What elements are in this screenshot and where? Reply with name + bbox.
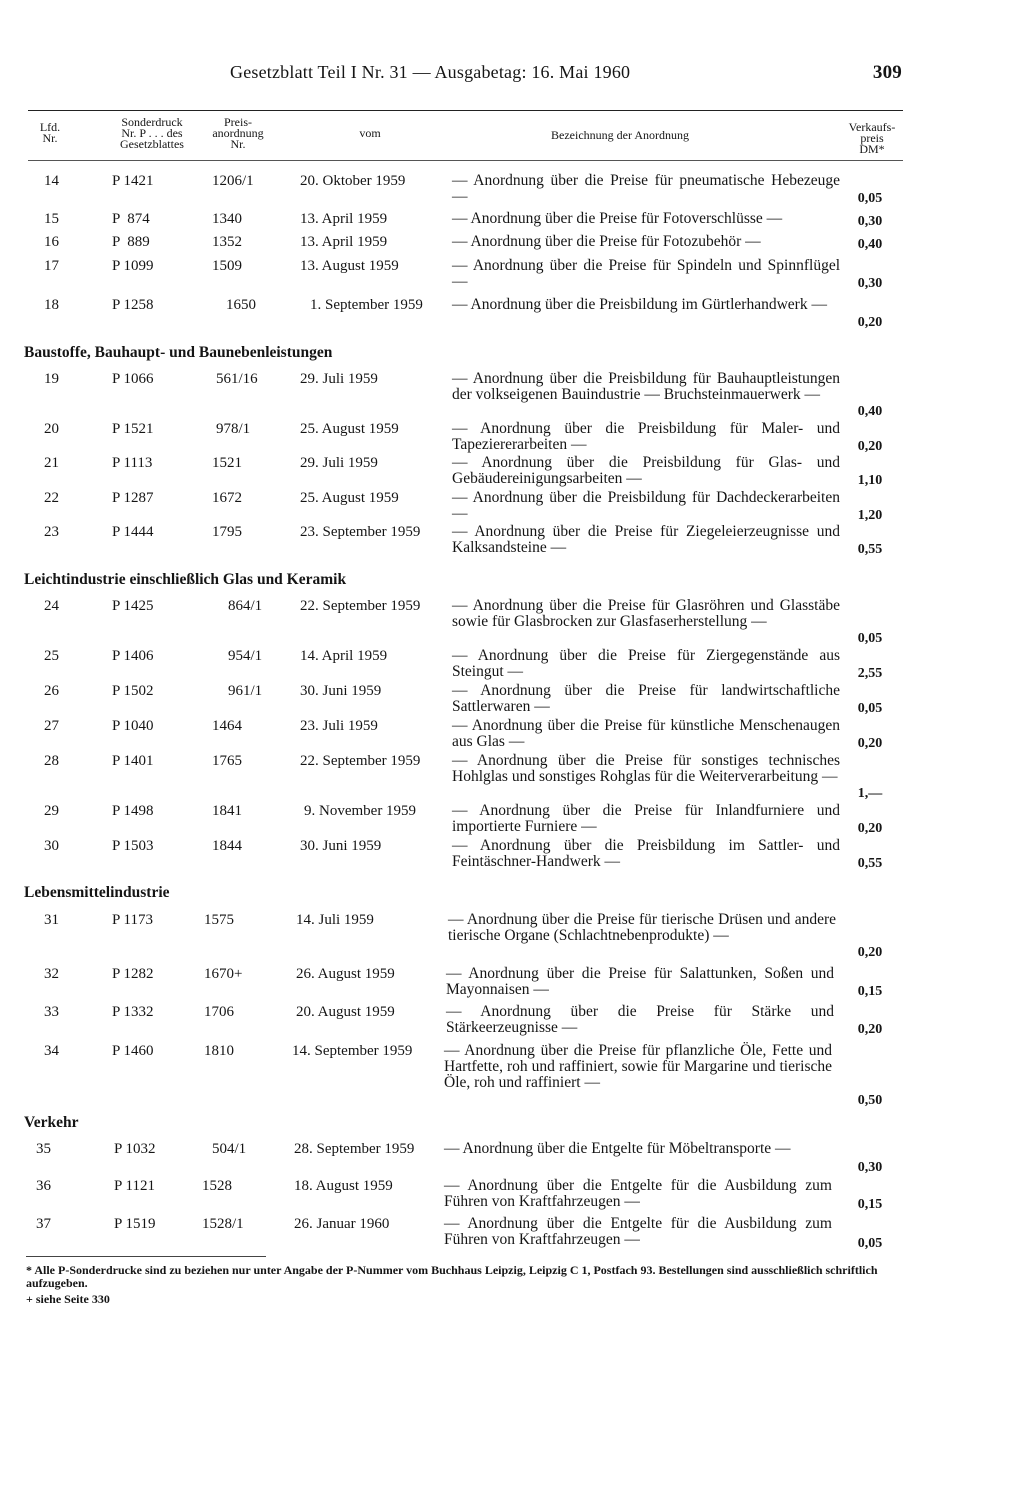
preisanordnung-nr: 1575	[204, 912, 234, 928]
row-date: 9. November 1959	[304, 803, 417, 819]
row-description: — Anordnung über die Preisbildung für Dachdeckerarbeiten —	[452, 489, 840, 522]
sonderdruck-nr: P 1282	[112, 966, 154, 982]
row-description: — Anordnung über die Preise für Salattunken, Soßen und Mayonnaisen —	[446, 965, 834, 998]
col-verkaufspreis	[836, 122, 908, 155]
row-description: — Anordnung über die Preise für Inlandfurniere und importierte Furniere —	[452, 802, 840, 835]
preisanordnung-nr: 561/16	[216, 371, 258, 387]
preisanordnung-nr: 864/1	[228, 598, 263, 614]
row-date: 20. August 1959	[296, 1004, 395, 1020]
preisanordnung-nr: 1528/1	[202, 1216, 244, 1232]
row-date: 13. April 1959	[300, 211, 388, 227]
row-price: 0,55	[857, 542, 883, 557]
page-header	[230, 62, 910, 92]
sonderdruck-nr: P 1519	[114, 1216, 156, 1232]
row-description: — Anordnung über die Preise für pflanzliche Öle, Fette und Hartfette, roh und raffiniert, sowie für Margarine und tierische Öle, roh und raffiniert —	[444, 1042, 832, 1091]
row-date: 28. September 1959	[294, 1141, 415, 1157]
row-date: 13. April 1959	[300, 234, 388, 250]
row-price: 1,10	[857, 473, 883, 488]
column-header-text: anordnung	[212, 126, 264, 140]
section-verkehr: Verkehr	[24, 1114, 79, 1131]
row-price: 0,55	[857, 856, 883, 871]
row-price: 0,30	[857, 214, 883, 229]
row-price: 0,20	[857, 945, 883, 960]
row-description: — Anordnung über die Preise für Fotoverschlüsse —	[452, 210, 783, 227]
row-price: 0,20	[857, 736, 883, 751]
preisanordnung-nr: 1670+	[204, 966, 243, 982]
row-number: 16	[44, 234, 59, 250]
row-date: 1. September 1959	[310, 297, 423, 313]
row-price: 0,40	[857, 404, 883, 419]
row-price: 0,20	[857, 821, 883, 836]
preisanordnung-nr: 1765	[212, 753, 242, 769]
row-description: — Anordnung über die Preise für tierische Drüsen und andere tierische Organe (Schlachtnebenprodukte) —	[448, 911, 836, 944]
row-description: — Anordnung über die Entgelte für die Ausbildung zum Führen von Kraftfahrzeugen —	[444, 1215, 832, 1248]
row-description: — Anordnung über die Preise für Ziergegenstände aus Steingut —	[452, 647, 840, 680]
sonderdruck-nr: P 1444	[112, 524, 154, 540]
row-date: 22. September 1959	[300, 598, 421, 614]
section-lebensmittel: Lebensmittelindustrie	[24, 884, 170, 901]
sonderdruck-nr: P 1460	[112, 1043, 154, 1059]
row-date: 25. August 1959	[300, 421, 399, 437]
sonderdruck-nr: P 1521	[112, 421, 154, 437]
row-price: 0,40	[857, 237, 883, 252]
column-header-text: vom	[359, 126, 381, 140]
row-date: 29. Juli 1959	[300, 371, 378, 387]
sonderdruck-nr: P 1173	[112, 912, 153, 928]
row-price: 0,05	[857, 631, 883, 646]
row-price: 0,05	[857, 1236, 883, 1251]
row-date: 26. Januar 1960	[294, 1216, 390, 1232]
row-price: 0,50	[857, 1093, 883, 1108]
row-number: 31	[44, 912, 59, 928]
preisanordnung-nr: 1509	[212, 258, 242, 274]
row-description: — Anordnung über die Preise für Stärke und Stärkeerzeugnisse —	[446, 1003, 834, 1036]
preisanordnung-nr: 1650	[226, 297, 256, 313]
row-description: — Anordnung über die Preise für Spindeln und Spinnflügel —	[452, 257, 840, 290]
row-description: — Anordnung über die Preisbildung für Maler- und Tapeziererarbeiten —	[452, 420, 840, 453]
column-header-text: Gesetzblattes	[120, 137, 184, 151]
row-number: 33	[44, 1004, 59, 1020]
column-header-text: Preis-	[224, 115, 252, 129]
preisanordnung-nr: 961/1	[228, 683, 263, 699]
row-price: 1,—	[857, 786, 883, 801]
row-description: — Anordnung über die Preise für pneumatische Hebezeuge —	[452, 172, 840, 205]
row-description: — Anordnung über die Preise für Glasröhren und Glasstäbe sowie für Glasbrocken zur Glasfaserherstellung —	[452, 597, 840, 630]
preisanordnung-nr: 1206/1	[212, 173, 254, 189]
preisanordnung-nr: 1844	[212, 838, 242, 854]
sonderdruck-nr: P 889	[112, 234, 150, 250]
row-number: 34	[44, 1043, 59, 1059]
row-date: 14. Juli 1959	[296, 912, 374, 928]
column-header-text: Lfd.	[39, 120, 61, 134]
preisanordnung-nr: 1810	[204, 1043, 234, 1059]
row-price: 0,05	[857, 191, 883, 206]
row-number: 19	[44, 371, 59, 387]
sonderdruck-nr: P 1040	[112, 718, 154, 734]
row-number: 17	[44, 258, 59, 274]
row-number: 20	[44, 421, 59, 437]
col-vom	[340, 128, 400, 139]
section-baustoffe: Baustoffe, Bauhaupt- und Baunebenleistungen	[24, 344, 333, 361]
column-header-text: Nr.	[230, 137, 246, 151]
row-number: 26	[44, 683, 59, 699]
row-price: 0,30	[857, 276, 883, 291]
row-number: 21	[44, 455, 59, 471]
row-description: — Anordnung über die Preisbildung im Sattler- und Feintäschner-Handwerk —	[452, 837, 840, 870]
row-description: — Anordnung über die Preise für künstliche Menschenaugen aus Glas —	[452, 717, 840, 750]
col-lfd-nr	[34, 122, 66, 144]
preisanordnung-nr: 978/1	[216, 421, 251, 437]
sonderdruck-nr: P 1406	[112, 648, 154, 664]
row-date: 14. April 1959	[300, 648, 388, 664]
sonderdruck-nr: P 1332	[112, 1004, 154, 1020]
column-header-text: preis	[860, 131, 884, 145]
row-date: 29. Juli 1959	[300, 455, 378, 471]
row-number: 24	[44, 598, 59, 614]
row-price: 0,15	[857, 1197, 883, 1212]
sonderdruck-nr: P 1287	[112, 490, 154, 506]
preisanordnung-nr: 1521	[212, 455, 242, 471]
preisanordnung-nr: 954/1	[228, 648, 263, 664]
row-date: 25. August 1959	[300, 490, 399, 506]
row-number: 35	[36, 1141, 51, 1157]
sonderdruck-nr: P 1421	[112, 173, 154, 189]
preisanordnung-nr: 1464	[212, 718, 242, 734]
preisanordnung-nr: 1340	[212, 211, 242, 227]
row-price: 0,15	[857, 984, 883, 999]
row-number: 18	[44, 297, 59, 313]
row-date: 23. Juli 1959	[300, 718, 378, 734]
col-preisanordnung	[200, 117, 276, 150]
column-header-rule	[28, 160, 903, 161]
sonderdruck-nr: P 1032	[114, 1141, 156, 1157]
row-number: 23	[44, 524, 59, 540]
preisanordnung-nr: 1841	[212, 803, 242, 819]
sonderdruck-nr: P 874	[112, 211, 150, 227]
footnote-rule	[26, 1256, 266, 1257]
column-header-text: Nr.	[42, 131, 58, 145]
row-description: — Anordnung über die Preisbildung im Gürtlerhandwerk —	[452, 296, 827, 313]
sonderdruck-nr: P 1258	[112, 297, 154, 313]
row-number: 15	[44, 211, 59, 227]
preisanordnung-nr: 1528	[202, 1178, 232, 1194]
row-price: 0,20	[857, 439, 883, 454]
col-bezeichnung	[500, 130, 740, 141]
sonderdruck-nr: P 1503	[112, 838, 154, 854]
column-header-text: Verkaufs-	[848, 120, 896, 134]
row-price: 1,20	[857, 508, 883, 523]
row-date: 18. August 1959	[294, 1178, 393, 1194]
column-header-text: DM*	[859, 142, 885, 156]
col-sonderdruck	[106, 117, 198, 150]
sonderdruck-nr: P 1498	[112, 803, 154, 819]
sonderdruck-nr: P 1066	[112, 371, 154, 387]
section-leichtindustrie: Leichtindustrie einschließlich Glas und Keramik	[24, 571, 347, 588]
column-header-text: Bezeichnung der Anordnung	[551, 128, 689, 142]
row-date: 20. Oktober 1959	[300, 173, 406, 189]
row-description: — Anordnung über die Preisbildung für Bauhauptleistungen der volkseigenen Bauindustrie — Bruchsteinmauerwerk —	[452, 370, 840, 403]
row-description: — Anordnung über die Preise für Ziegeleierzeugnisse und Kalksandsteine —	[452, 523, 840, 556]
row-number: 36	[36, 1178, 51, 1194]
sonderdruck-nr: P 1099	[112, 258, 154, 274]
row-number: 27	[44, 718, 59, 734]
column-header-text: Sonderdruck	[121, 115, 183, 129]
row-number: 14	[44, 173, 59, 189]
row-date: 22. September 1959	[300, 753, 421, 769]
preisanordnung-nr: 1352	[212, 234, 242, 250]
row-date: 26. August 1959	[296, 966, 395, 982]
row-description: — Anordnung über die Entgelte für Möbeltransporte —	[444, 1140, 791, 1157]
footnote-star: * Alle P-Sonderdrucke sind zu beziehen nur unter Angabe der P-Nummer vom Buchhaus Leipzig, Leipzig C 1, Postfach 93. Bestellungen sind ausschließlich schriftlich aufzugeben.	[26, 1263, 878, 1290]
row-description: — Anordnung über die Preise für landwirtschaftliche Sattlerwaren —	[452, 682, 840, 715]
row-number: 32	[44, 966, 59, 982]
row-price: 0,20	[857, 1022, 883, 1037]
row-date: 30. Juni 1959	[300, 683, 382, 699]
row-number: 29	[44, 803, 59, 819]
row-price: 2,55	[857, 666, 883, 681]
row-number: 22	[44, 490, 59, 506]
row-price: 0,20	[857, 315, 883, 330]
row-date: 30. Juni 1959	[300, 838, 382, 854]
row-number: 28	[44, 753, 59, 769]
gazette-title: Gesetzblatt Teil I Nr. 31 — Ausgabetag: 16. Mai 1960	[230, 62, 631, 82]
row-number: 30	[44, 838, 59, 854]
column-header-text: Nr. P . . . des	[121, 126, 183, 140]
sonderdruck-nr: P 1425	[112, 598, 154, 614]
sonderdruck-nr: P 1401	[112, 753, 154, 769]
page-number: 309	[872, 62, 902, 83]
row-number: 25	[44, 648, 59, 664]
row-date: 13. August 1959	[300, 258, 399, 274]
row-price: 0,05	[857, 701, 883, 716]
preisanordnung-nr: 504/1	[212, 1141, 247, 1157]
footnote-plus: + siehe Seite 330	[26, 1292, 110, 1306]
row-description: — Anordnung über die Preisbildung für Glas- und Gebäudereinigungsarbeiten —	[452, 454, 840, 487]
preisanordnung-nr: 1706	[204, 1004, 234, 1020]
row-price: 0,30	[857, 1160, 883, 1175]
row-date: 14. September 1959	[292, 1043, 413, 1059]
row-description: — Anordnung über die Entgelte für die Ausbildung zum Führen von Kraftfahrzeugen —	[444, 1177, 832, 1210]
sonderdruck-nr: P 1113	[112, 455, 153, 471]
preisanordnung-nr: 1672	[212, 490, 242, 506]
row-description: — Anordnung über die Preise für Fotozubehör —	[452, 233, 761, 250]
sonderdruck-nr: P 1502	[112, 683, 154, 699]
row-number: 37	[36, 1216, 51, 1232]
row-description: — Anordnung über die Preise für sonstiges technisches Hohlglas und sonstiges Rohglas für die Weiterverarbeitung —	[452, 752, 840, 785]
row-date: 23. September 1959	[300, 524, 421, 540]
preisanordnung-nr: 1795	[212, 524, 242, 540]
header-rule	[28, 110, 903, 111]
sonderdruck-nr: P 1121	[114, 1178, 155, 1194]
